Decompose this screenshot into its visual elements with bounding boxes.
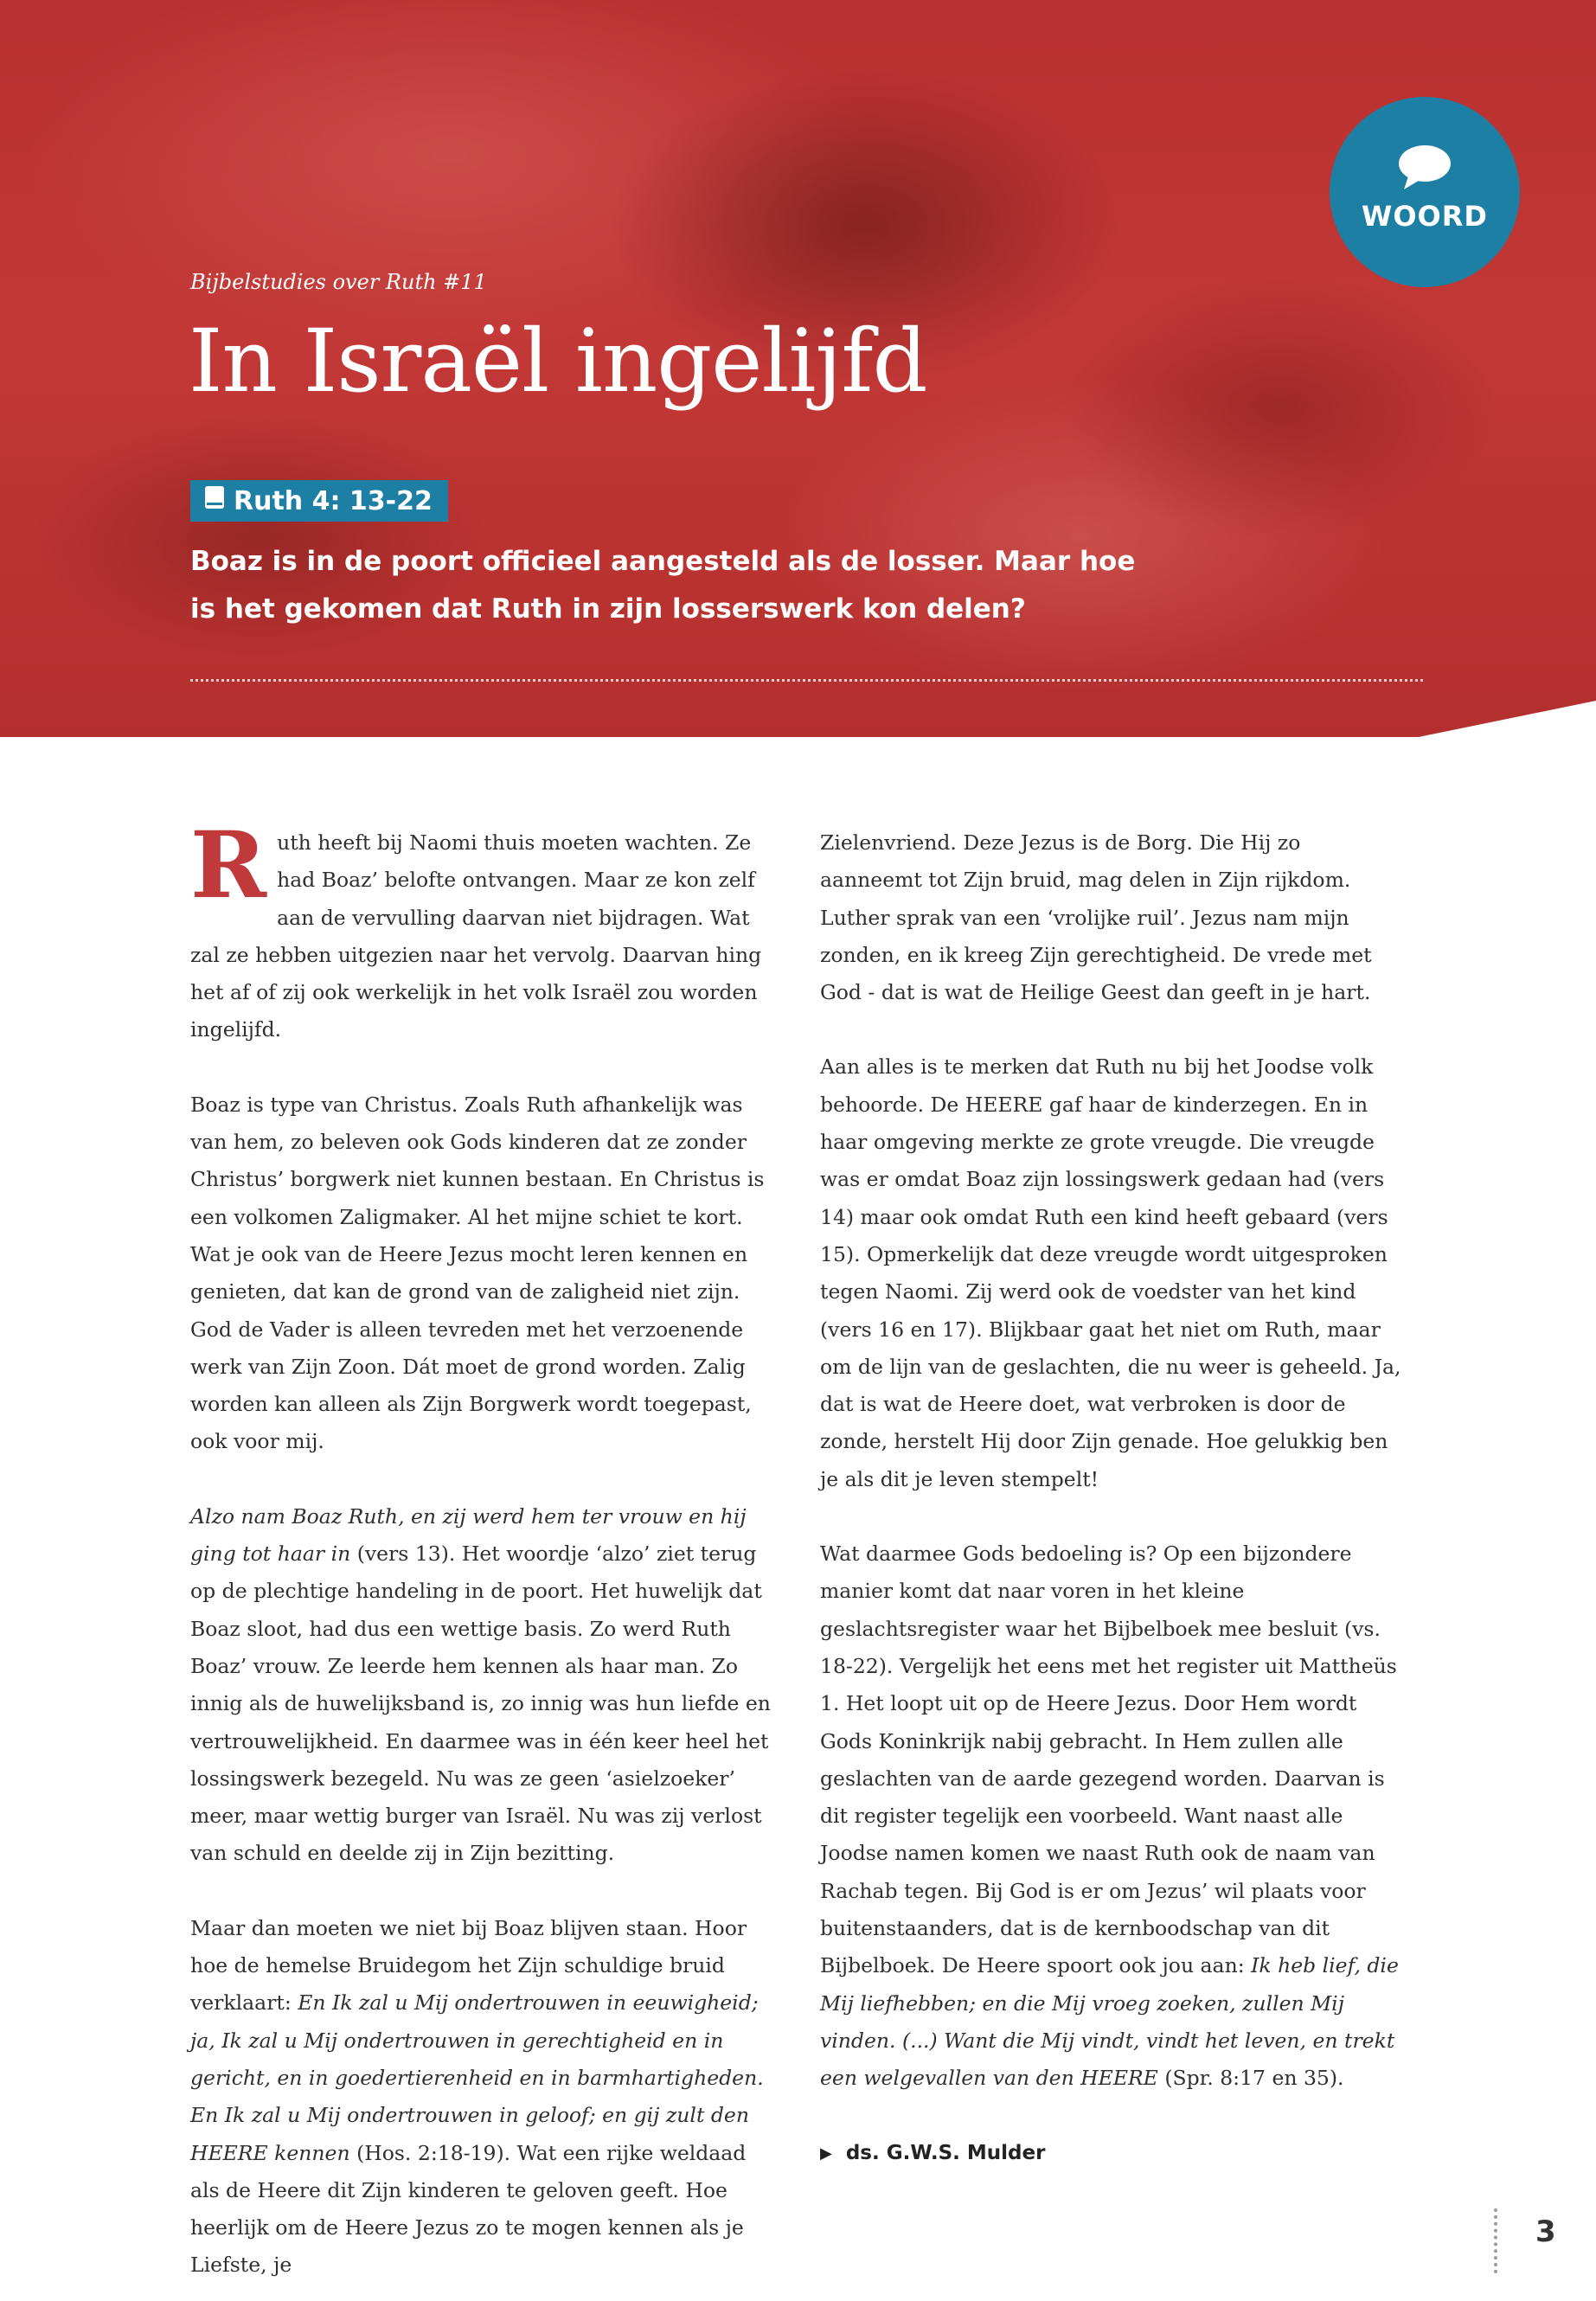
paragraph: Zielenvriend. Deze Jezus is de Borg. Die Hij zo aanneemt tot Zijn bruid, mag delen in Zijn rijkdom. Luther sprak van een ‘vrolijke ruil’. Jezus nam mijn zonden, en ik kreeg Zijn gerechtigheid. De vrede met God - dat is wat de Heilige Geest dan geeft in je hart. [820,830,1372,1005]
dotted-divider [190,679,1423,682]
paragraph [820,1535,1408,2097]
article-column-right [820,824,1408,2172]
page-title: In Israël ingelijfd [189,311,927,412]
badge-label: WOORD [1362,200,1488,233]
page-number-rule [1494,2208,1497,2273]
scripture-quote: Ik heb lief, die Mij liefhebben; en die Mij vroeg zoeken, zullen Mij vinden. (...) Want die Mij vindt, vindt het leven, en trekt een welgevallen van den HEERE [820,1953,1399,2091]
paragraph: Boaz is type van Christus. Zoals Ruth afhankelijk was van hem, zo beleven ook Gods kinderen dat ze zonder Christus’ borgwerk niet kunnen bestaan. En Christus is een volkomen Zaligmaker. Al het mijne schiet te kort. Wat je ook van de Heere Jezus mocht leren kennen en genieten, dat kan de grond van de zaligheid niet zijn. God de Vader is alleen tevreden met het verzoenende werk van Zijn Zoon. Dát moet de grond worden. Zalig worden kan alleen als Zijn Borgwerk wordt toegepast, ook voor mij. [190,1092,765,1454]
arrow-right-icon: ▶ [820,2144,832,2163]
scripture-quote: En Ik zal u Mij ondertrouwen in eeuwigheid; ja, Ik zal u Mij ondertrouwen in gerechtigheid en in gericht, en in goedertierenheid en in barmhartigheden. En Ik zal u Mij ondertrouwen in geloof; en gij zult den HEERE kennen [190,1990,764,2165]
book-icon [204,485,225,516]
paragraph [190,1910,779,2285]
drop-cap: R [190,811,267,919]
header-bottom-cut [0,675,1596,737]
paragraph-text: uth heeft bij Naomi thuis moeten wachten. Ze had Boaz’ belofte ontvangen. Maar ze kon zelf aan de vervulling daarvan niet bijdragen. Wat zal ze hebben uitgezien naar het vervolg. Daarvan hing het af of zij ook werkelijk in het volk Israël zou worden ingelijfd. [190,830,762,1042]
paragraph-text: (vers 13). Het woordje ‘alzo’ ziet terug op de plechtige handeling in de poort. Het huwelijk dat Boaz sloot, had dus een wettige basis. Zo werd Ruth Boaz’ vrouw. Ze leerde hem kennen als haar man. Zo innig als de huwelijksband is, zo innig was hun liefde en vertrouwelijkheid. En daarmee was in één keer heel het lossingswerk bezegeld. Nu was ze geen ‘asielzoeker’ meer, maar wettig burger van Israël. Nu was zij verlost van schuld en deelde zij in Zijn bezitting. [190,1541,771,1866]
paragraph-text: Maar dan moeten we niet bij Boaz blijven staan. Hoor hoe de hemelse Bruidegom het Zijn schuldige bruid verklaart: [190,1915,747,2016]
lead-text: Boaz is in de poort officieel aangesteld als de losser. Maar hoe is het gekomen dat Ruth in zijn losserswerk kon delen? [190,546,1136,625]
speech-bubble-icon [1397,143,1452,191]
woord-badge [1330,97,1520,287]
scripture-quote: Alzo nam Boaz Ruth, en zij werd hem ter vrouw en hij ging tot haar in [190,1503,747,1567]
series-label: Bijbelstudies over Ruth #11 [190,270,487,294]
paragraph-text: (Hos. 2:18-19). Wat een rijke weldaad als de Heere dit Zijn kinderen te geloven geeft. Hoe heerlijk om de Heere Jezus zo te mogen kennen als je Liefste, je [190,2140,747,2278]
author-line [820,2135,1408,2172]
paragraph [190,1498,779,1873]
article-column-left [190,811,779,2285]
paragraph-text: (Spr. 8:17 en 35). [1157,2066,1344,2091]
scripture-reference-text: Ruth 4: 13-22 [234,485,433,516]
paragraph [190,811,779,1049]
header-banner [0,0,1596,737]
page-number: 3 [1535,2214,1556,2249]
paragraph-text: Wat daarmee Gods bedoeling is? Op een bijzondere manier komt dat naar voren in het kleine geslachtsregister waar het Bijbelboek mee besluit (vs. 18-22). Vergelijk het eens met het register uit Mattheüs 1. Het loopt uit op de Heere Jezus. Door Hem wordt Gods Koninkrijk nabij gebracht. In Hem zullen alle geslachten van de aarde gezegend worden. Daarvan is dit register tegelijk een voorbeeld. Want naast alle Joodse namen komen we naast Ruth ook de naam van Rachab tegen. Bij God is er om Jezus’ wil plaats voor buitenstaanders, dat is de kernboodschap van dit Bijbelboek. De Heere spoort ook jou aan: [820,1541,1397,1978]
paragraph: Aan alles is te merken dat Ruth nu bij het Joodse volk behoorde. De HEERE gaf haar de kinderzegen. En in haar omgeving merkte ze grote vreugde. Die vreugde was er omdat Boaz zijn lossingswerk gedaan had (vers 14) maar ook omdat Ruth een kind heeft gebaard (vers 15). Opmerkelijk dat deze vreugde wordt uitgesproken tegen Naomi. Zij werd ook de voedster van het kind (vers 16 en 17). Blijkbaar gaat het niet om Ruth, maar om de lijn van de geslachten, die nu weer is geheeld. Ja, dat is wat de Heere doet, wat verbroken is door de zonde, herstelt Hij door Zijn genade. Hoe gelukkig ben je als dit je leven stempelt! [820,1054,1401,1491]
author-name: ds. G.W.S. Mulder [845,2141,1046,2164]
scripture-reference [190,480,448,522]
